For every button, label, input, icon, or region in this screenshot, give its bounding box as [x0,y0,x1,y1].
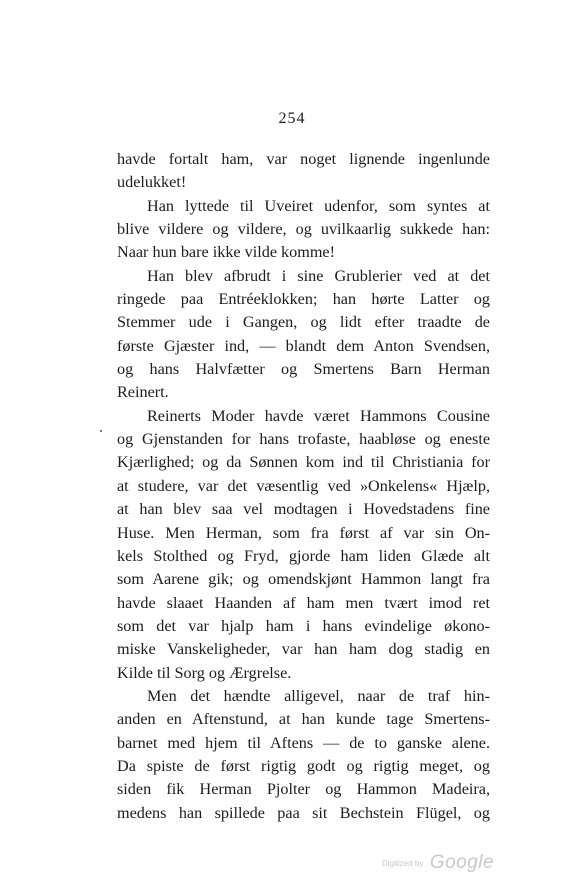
page-number: 254 [278,110,306,127]
text-line: som det var hjalp ham i hans evindelige økono- [117,616,490,635]
text-line: blive vildere og vildere, og uvilkaarlig sukkede han: [117,220,490,239]
text-line: Han lyttede til Uveiret udenfor, som syntes at [147,196,490,215]
text-line: Reinerts Moder havde været Hammons Cousine [147,406,490,425]
margin-speck [100,430,102,432]
text-line: og hans Halvfætter og Smertens Barn Herman [117,360,490,379]
text-line: at han blev saa vel modtagen i Hovedstadens fine [117,500,490,519]
text-line: Huse. Men Herman, som fra først af var sin On- [117,523,490,542]
text-line: havde fortalt ham, var noget lignende ingenlunde [117,150,490,168]
text-line: miske Vanskeligheder, var han ham dog stadig en [117,640,490,659]
watermark-google-logo: Google [429,852,495,873]
text-line: medens han spillede paa sit Bechstein Flügel, og [117,803,490,822]
text-line: Naar hun bare ikke vilde komme! [117,243,336,262]
text-line: barnet med hjem til Aftens — de to ganske alene. [117,733,490,752]
text-line: Stemmer ude i Gangen, og lidt efter traadte de [117,313,490,332]
text-line: ringede paa Entréeklokken; han hørte Latter og [117,290,490,309]
text-line: Kjærlighed; og da Sønnen kom ind til Christiania for [117,453,490,472]
text-line: Da spiste de først rigtig godt og rigtig meget, og [117,756,490,775]
watermark-small-text: Digitized by [382,858,424,868]
text-line: som Aarene gik; og omendskjønt Hammon langt fra [117,570,490,589]
text-line: siden fik Herman Pjolter og Hammon Madeira, [117,780,490,799]
text-line: havde slaaet Haanden af ham men tvært imod ret [117,593,490,612]
text-line: Han blev afbrudt i sine Grublerier ved at det [147,266,490,285]
digitization-watermark [382,852,494,874]
text-line: første Gjæster ind, — blandt dem Anton Svendsen, [117,336,490,355]
body-text [117,148,490,825]
text-line: Kilde til Sorg og Ærgrelse. [117,663,292,682]
text-line: Men det hændte alligevel, naar de traf hin- [147,686,490,705]
text-line: og Gjenstanden for hans trofaste, haabløse og eneste [117,430,490,449]
text-line: Reinert. [117,383,169,402]
text-line: anden en Aftenstund, at han kunde tage Smertens- [117,710,490,729]
text-line: at studere, var det væsentlig ved »Onkelens« Hjælp, [117,476,490,495]
text-line: kels Stolthed og Fryd, gjorde ham liden Glæde alt [117,546,490,565]
text-line: udelukket! [117,173,187,192]
